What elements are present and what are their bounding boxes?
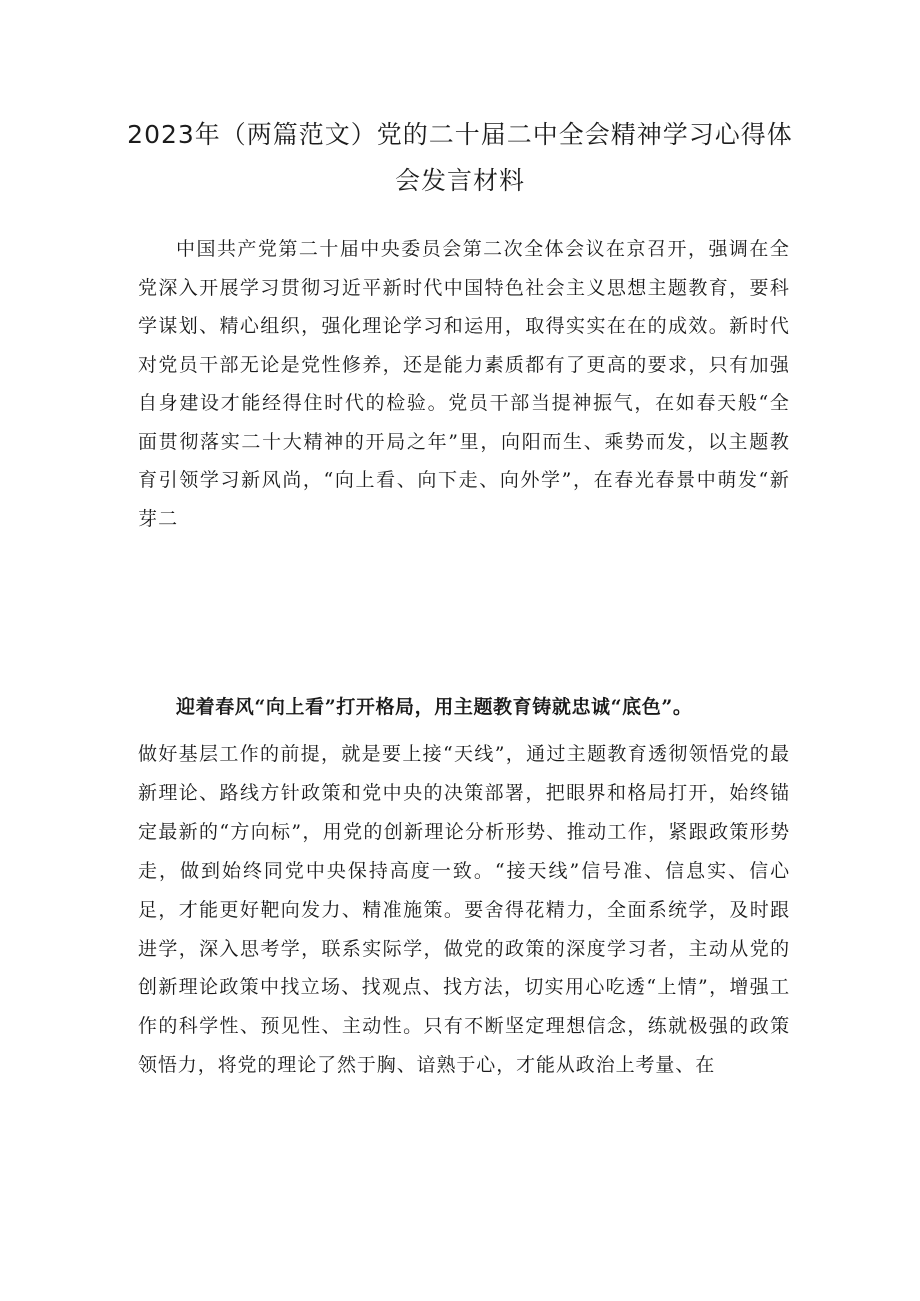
section-heading: 迎着春风“向上看”打开格局，用主题教育铸就忠诚“底色”。	[176, 696, 693, 718]
document-title: 2023年（两篇范文）党的二十届二中全会精神学习心得体会发言材料	[127, 120, 793, 195]
intro-paragraph: 中国共产党第二十届中央委员会第二次全体会议在京召开，强调在全党深入开展学习贯彻习近平新时代中国特色社会主义思想主题教育，要科学谋划、精心组织，强化理论学习和运用，取得实实在在的成效。新时代对党员干部无论是党性修养，还是能力素质都有了更高的要求，只有加强自身建设才能经得住时代的检验。党员干部当提神振气，在如春天般“全面贯彻落实二十大精神的开局之年”里，向阳而生、乘势而发，以主题教育引领学习新风尚，“向上看、向下走、向外学”，在春光春景中萌发“新芽二	[138, 238, 790, 530]
body-paragraph: 做好基层工作的前提，就是要上接“天线”，通过主题教育透彻领悟党的最新理论、路线方针政策和党中央的决策部署，把眼界和格局打开，始终锚定最新的“方向标”，用党的创新理论分析形势、推动工作，紧跟政策形势走，做到始终同党中央保持高度一致。“接天线”信号准、信息实、信心足，才能更好靶向发力、精准施策。要舍得花精力，全面系统学，及时跟进学，深入思考学，联系实际学，做党的政策的深度学习者，主动从党的创新理论政策中找立场、找观点、找方法，切实用心吃透“上情”，增强工作的科学性、预见性、主动性。只有不断坚定理想信念，练就极强的政策领悟力，将党的理论了然于胸、谙熟于心，才能从政治上考量、在	[138, 743, 790, 1077]
